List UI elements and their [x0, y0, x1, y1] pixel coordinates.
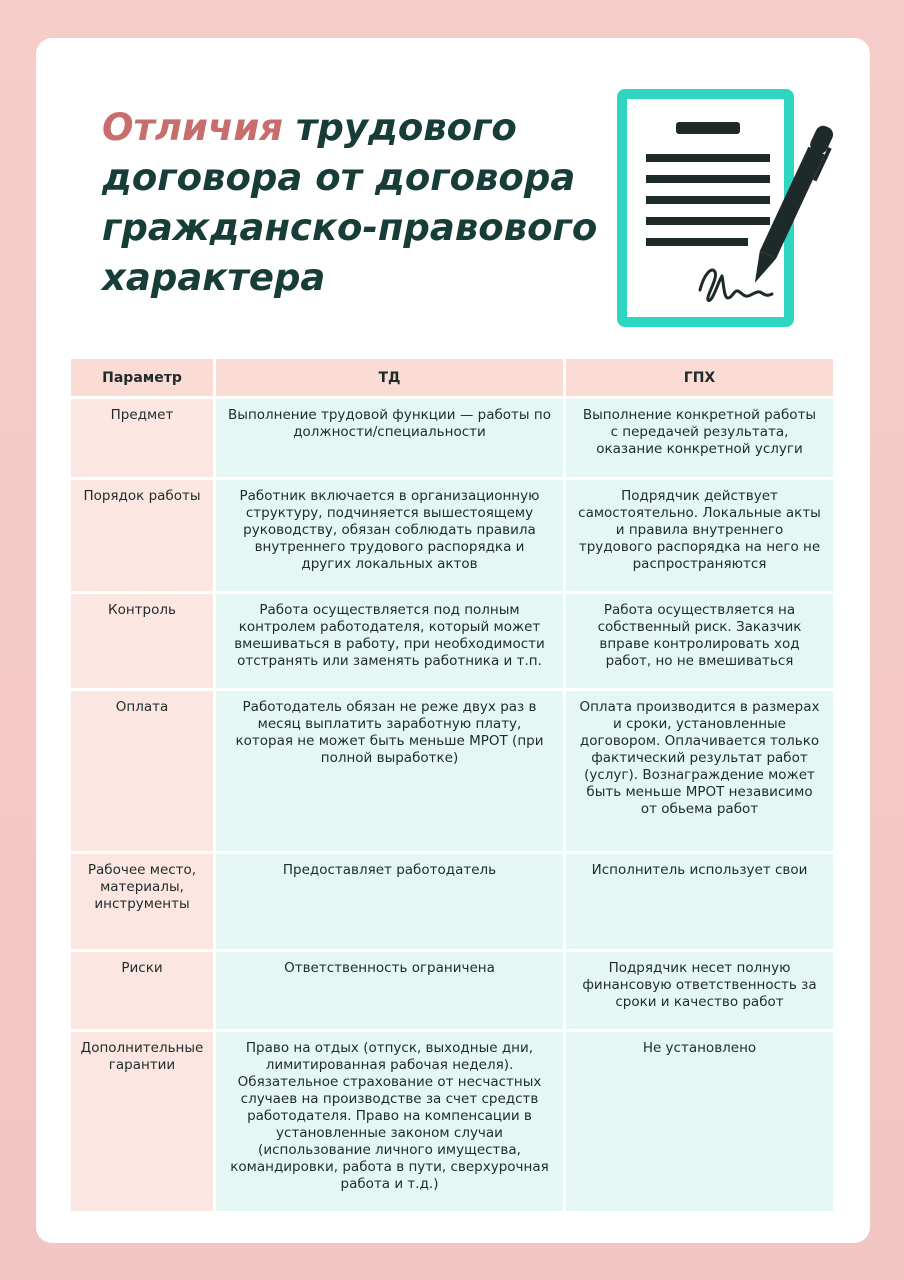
row-parameter: Порядок работы	[71, 480, 213, 591]
table-row	[71, 691, 833, 851]
row-gph-value: Не установлено	[566, 1032, 833, 1211]
row-parameter: Рабочее место, материалы, инструменты	[71, 854, 213, 949]
row-gph-value: Выполнение конкретной работы с передачей результата, оказание конкретной услуги	[566, 399, 833, 477]
row-gph-value: Исполнитель использует свои	[566, 854, 833, 949]
contract-illustration	[614, 86, 844, 332]
table-header-row	[71, 359, 833, 396]
row-td-value: Право на отдых (отпуск, выходные дни, лимитированная рабочая неделя). Обязательное страхование от несчастных случаев на производстве за счет средств работодателя. Право на компенсации в установленные законом случаи (использование личного имущества, командировки, работа в пути, сверхурочная работа и т.д.)	[216, 1032, 563, 1211]
row-td-value: Работодатель обязан не реже двух раз в месяц выплатить заработную плату, которая не может быть меньше МРОТ (при полной выработке)	[216, 691, 563, 851]
table-row	[71, 594, 833, 688]
title-accent: Отличия	[102, 106, 284, 149]
row-gph-value: Подрядчик несет полную финансовую ответственность за сроки и качество работ	[566, 952, 833, 1029]
row-td-value: Работа осуществляется под полным контролем работодателя, который может вмешиваться в работу, при необходимости отстранять или заменять работника и т.п.	[216, 594, 563, 688]
table-row	[71, 480, 833, 591]
row-td-value: Выполнение трудовой функции — работы по должности/специальности	[216, 399, 563, 477]
row-parameter: Дополнительные гарантии	[71, 1032, 213, 1211]
row-gph-value: Подрядчик действует самостоятельно. Локальные акты и правила внутреннего трудового распорядка на него не распространяются	[566, 480, 833, 591]
row-td-value: Работник включается в организационную структуру, подчиняется вышестоящему руководству, обязан соблюдать правила внутреннего трудового распорядка и других локальных актов	[216, 480, 563, 591]
header-td: ТД	[216, 359, 563, 396]
document-icon	[622, 94, 789, 322]
header-gph: ГПХ	[566, 359, 833, 396]
content-card	[36, 38, 870, 1243]
row-parameter: Риски	[71, 952, 213, 1029]
header-parameter: Параметр	[71, 359, 213, 396]
page-title	[102, 103, 602, 303]
table-row	[71, 952, 833, 1029]
row-parameter: Контроль	[71, 594, 213, 688]
row-gph-value: Оплата производится в размерах и сроки, установленные договором. Оплачивается только фактический результат работ (услуг). Вознаграждение может быть меньше МРОТ независимо от обьема работ	[566, 691, 833, 851]
row-parameter: Оплата	[71, 691, 213, 851]
row-td-value: Предоставляет работодатель	[216, 854, 563, 949]
comparison-table	[68, 356, 836, 1214]
row-td-value: Ответственность ограничена	[216, 952, 563, 1029]
row-parameter: Предмет	[71, 399, 213, 477]
table-row	[71, 854, 833, 949]
table-row	[71, 1032, 833, 1211]
row-gph-value: Работа осуществляется на собственный риск. Заказчик вправе контролировать ход работ, но не вмешиваться	[566, 594, 833, 688]
title-rest: трудового договора от договора гражданско-правового характера	[102, 106, 598, 299]
table-row	[71, 399, 833, 477]
